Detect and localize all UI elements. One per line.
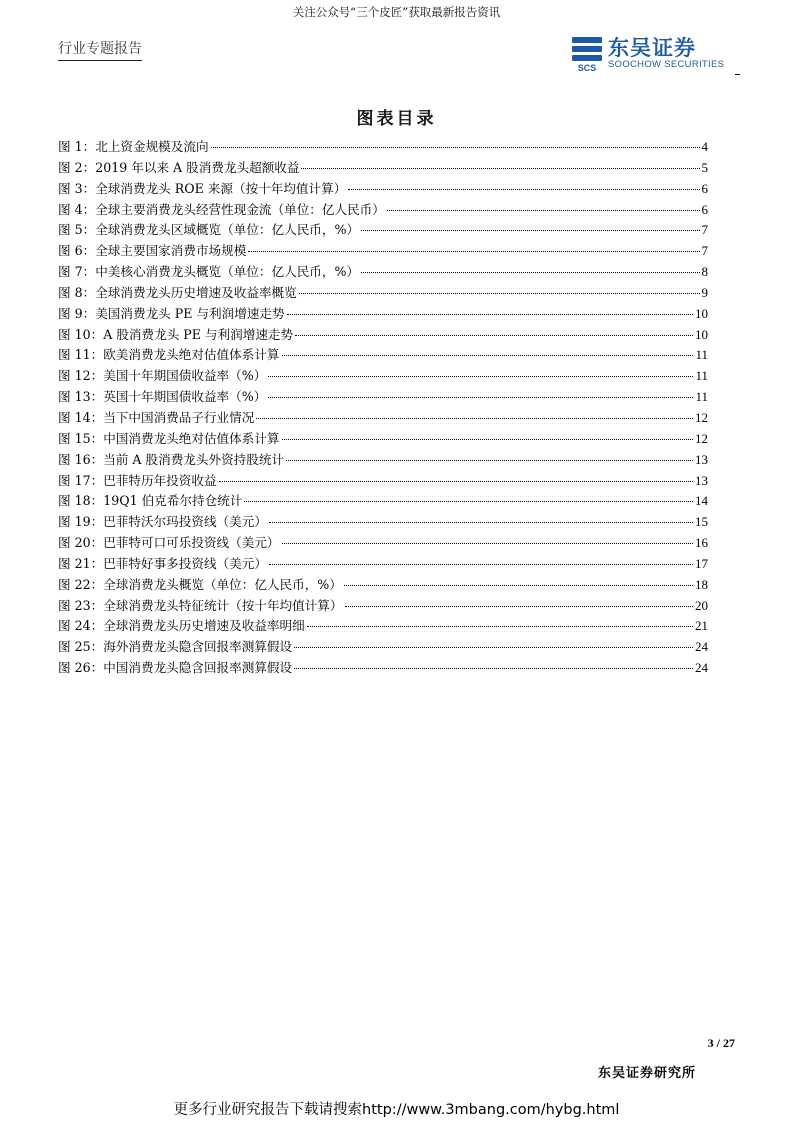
toc-dot-leader bbox=[301, 168, 699, 169]
toc-entry[interactable] bbox=[58, 304, 708, 325]
scs-logo-icon bbox=[570, 34, 604, 72]
toc-entry[interactable] bbox=[58, 179, 708, 200]
toc-entry-label: 图 5：全球消费龙头区域概览（单位：亿人民币，%） bbox=[58, 222, 360, 238]
toc-entry-page: 21 bbox=[695, 618, 708, 634]
toc-entry-label: 图 19：巴菲特沃尔玛投资线（美元） bbox=[58, 514, 267, 530]
toc-entry-page: 6 bbox=[701, 180, 708, 196]
toc-entry-label: 图 13：英国十年期国债收益率（%） bbox=[58, 389, 267, 405]
toc-entry-label: 图 1：北上资金规模及流向 bbox=[58, 139, 209, 154]
toc-entry-page: 15 bbox=[695, 514, 708, 530]
toc-entry-page: 24 bbox=[695, 639, 708, 655]
toc-entry-label: 图 26：中国消费龙头隐含回报率测算假设 bbox=[58, 660, 293, 676]
toc-entry-label: 图 24：全球消费龙头历史增速及收益率明细 bbox=[58, 618, 305, 634]
toc-dot-leader bbox=[295, 335, 693, 336]
toc-entry-page: 7 bbox=[701, 243, 708, 259]
toc-entry[interactable] bbox=[58, 283, 708, 304]
toc-entry-page: 9 bbox=[701, 284, 708, 300]
toc-entry[interactable] bbox=[58, 366, 708, 387]
toc-dot-leader bbox=[268, 397, 693, 398]
footer-promo-link[interactable]: 更多行业研究报告下载请搜索http://www.3mbang.com/hybg.html bbox=[173, 1102, 620, 1118]
toc-dot-leader bbox=[344, 585, 693, 586]
toc-entry-page: 11 bbox=[695, 347, 708, 363]
figure-toc-list bbox=[58, 137, 708, 679]
toc-entry-label: 图 12：美国十年期国债收益率（%） bbox=[58, 368, 267, 384]
company-logo bbox=[570, 32, 740, 74]
toc-entry[interactable] bbox=[58, 429, 708, 450]
toc-entry[interactable] bbox=[58, 575, 708, 596]
toc-entry-label: 图 21：巴菲特好事多投资线（美元） bbox=[58, 555, 267, 571]
toc-entry[interactable] bbox=[58, 158, 708, 179]
toc-entry-label: 图 11：欧美消费龙头绝对估值体系计算 bbox=[58, 347, 280, 363]
logo-name-cn: 东吴证券 bbox=[608, 36, 696, 60]
toc-entry[interactable] bbox=[58, 471, 708, 492]
toc-dot-leader bbox=[244, 501, 693, 502]
toc-entry[interactable] bbox=[58, 408, 708, 429]
toc-entry-page: 7 bbox=[701, 222, 708, 238]
toc-entry-label: 图 17：巴菲特历年投资收益 bbox=[58, 472, 217, 488]
toc-entry-page: 4 bbox=[701, 139, 708, 154]
toc-entry-label: 图 16：当前 A 股消费龙头外资持股统计 bbox=[58, 451, 285, 467]
toc-entry[interactable] bbox=[58, 262, 708, 283]
toc-entry[interactable] bbox=[58, 325, 708, 346]
toc-dot-leader bbox=[348, 189, 699, 190]
toc-entry-page: 12 bbox=[695, 409, 708, 425]
toc-entry[interactable] bbox=[58, 533, 708, 554]
toc-entry-page: 14 bbox=[695, 493, 708, 509]
toc-entry-page: 5 bbox=[701, 159, 708, 175]
toc-entry[interactable] bbox=[58, 345, 708, 366]
toc-entry[interactable] bbox=[58, 137, 708, 158]
toc-entry[interactable] bbox=[58, 554, 708, 575]
toc-entry[interactable] bbox=[58, 637, 708, 658]
toc-dot-leader bbox=[307, 626, 693, 627]
top-notice: 关注公众号“三个皮匠”获取最新报告资讯 bbox=[292, 5, 501, 19]
toc-entry-page: 24 bbox=[695, 660, 708, 676]
toc-entry-page: 8 bbox=[701, 264, 708, 280]
toc-entry[interactable] bbox=[58, 491, 708, 512]
toc-entry-page: 12 bbox=[695, 430, 708, 446]
toc-dot-leader bbox=[299, 293, 700, 294]
toc-entry-label: 图 20：巴菲特可口可乐投资线（美元） bbox=[58, 535, 280, 551]
toc-entry-label: 图 22：全球消费龙头概览（单位：亿人民币，%） bbox=[58, 576, 342, 592]
toc-entry-page: 10 bbox=[695, 305, 708, 321]
toc-entry-label: 图 15：中国消费龙头绝对估值体系计算 bbox=[58, 430, 280, 446]
toc-entry-page: 17 bbox=[695, 555, 708, 571]
toc-entry[interactable] bbox=[58, 596, 708, 617]
toc-dot-leader bbox=[219, 481, 693, 482]
toc-entry-page: 16 bbox=[695, 535, 708, 551]
toc-entry[interactable] bbox=[58, 658, 708, 679]
institute-name: 东吴证券研究所 bbox=[597, 1066, 696, 1081]
toc-dot-leader bbox=[269, 564, 693, 565]
toc-entry-page: 10 bbox=[695, 326, 708, 342]
toc-entry-label: 图 23：全球消费龙头特征统计（按十年均值计算） bbox=[58, 597, 343, 613]
toc-entry-label: 图 6：全球主要国家消费市场规模 bbox=[58, 243, 247, 259]
toc-entry[interactable] bbox=[58, 450, 708, 471]
toc-entry-label: 图 18：19Q1 伯克希尔持仓统计 bbox=[58, 493, 243, 509]
toc-dot-leader bbox=[248, 251, 699, 252]
toc-entry-page: 11 bbox=[695, 389, 708, 405]
toc-entry-label: 图 25：海外消费龙头隐含回报率测算假设 bbox=[58, 639, 293, 655]
logo-mark-text: SCS bbox=[577, 63, 597, 72]
toc-dot-leader bbox=[256, 418, 693, 419]
toc-entry[interactable] bbox=[58, 241, 708, 262]
toc-dot-leader bbox=[211, 147, 700, 148]
toc-entry-label: 图 3：全球消费龙头 ROE 来源（按十年均值计算） bbox=[58, 180, 347, 196]
header-rule-tick bbox=[735, 74, 740, 75]
toc-entry-page: 13 bbox=[695, 472, 708, 488]
logo-name-en: SOOCHOW SECURITIES bbox=[608, 59, 725, 70]
toc-dot-leader bbox=[345, 606, 694, 607]
report-type-label: 行业专题报告 bbox=[58, 38, 142, 61]
toc-entry[interactable] bbox=[58, 200, 708, 221]
toc-entry-label: 图 14：当下中国消费品子行业情况 bbox=[58, 409, 255, 425]
toc-dot-leader bbox=[287, 314, 693, 315]
toc-entry-label: 图 8：全球消费龙头历史增速及收益率概览 bbox=[58, 284, 297, 300]
toc-entry-label: 图 9：美国消费龙头 PE 与利润增速走势 bbox=[58, 305, 285, 321]
toc-dot-leader bbox=[286, 460, 693, 461]
toc-entry[interactable] bbox=[58, 616, 708, 637]
toc-dot-leader bbox=[361, 230, 699, 231]
toc-entry-page: 18 bbox=[695, 576, 708, 592]
toc-dot-leader bbox=[361, 272, 699, 273]
toc-entry-label: 图 2：2019 年以来 A 股消费龙头超额收益 bbox=[58, 159, 300, 175]
toc-dot-leader bbox=[282, 439, 693, 440]
toc-dot-leader bbox=[387, 210, 700, 211]
toc-entry-page: 11 bbox=[695, 368, 708, 384]
toc-entry-page: 20 bbox=[695, 597, 708, 613]
toc-entry[interactable] bbox=[58, 220, 708, 241]
toc-entry-label: 图 4：全球主要消费龙头经营性现金流（单位：亿人民币） bbox=[58, 201, 385, 217]
toc-dot-leader bbox=[269, 522, 693, 523]
toc-dot-leader bbox=[282, 355, 694, 356]
toc-entry-label: 图 7：中美核心消费龙头概览（单位：亿人民币，%） bbox=[58, 264, 360, 280]
toc-entry-label: 图 10：A 股消费龙头 PE 与利润增速走势 bbox=[58, 326, 294, 342]
toc-dot-leader bbox=[268, 376, 693, 377]
toc-dot-leader bbox=[294, 668, 693, 669]
toc-entry[interactable] bbox=[58, 512, 708, 533]
toc-entry[interactable] bbox=[58, 387, 708, 408]
page-indicator: 3 / 27 bbox=[707, 1036, 735, 1050]
toc-entry-page: 13 bbox=[695, 451, 708, 467]
toc-dot-leader bbox=[294, 647, 693, 648]
toc-dot-leader bbox=[282, 543, 693, 544]
toc-entry-page: 6 bbox=[701, 201, 708, 217]
toc-title: 图表目录 bbox=[356, 109, 437, 129]
